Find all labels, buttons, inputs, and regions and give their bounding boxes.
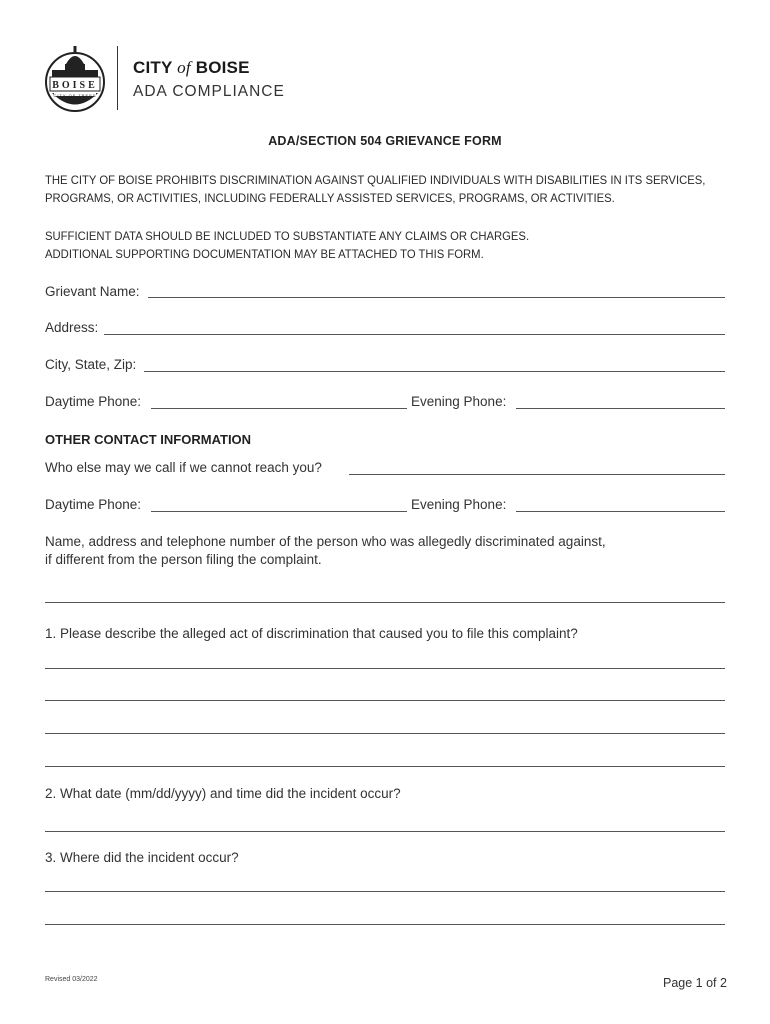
- person-info-line-1: Name, address and telephone number of the person who was allegedly discriminated against,: [45, 534, 606, 549]
- address-label: Address:: [45, 320, 99, 335]
- policy-text-line-1: THE CITY OF BOISE PROHIBITS DISCRIMINATION AGAINST QUALIFIED INDIVIDUALS WITH DISABILITIES IN ITS SERVICES,: [45, 173, 706, 187]
- question-1: 1. Please describe the alleged act of discrimination that caused you to file this complaint?: [45, 626, 578, 641]
- question-2: 2. What date (mm/dd/yyyy) and time did the incident occur?: [45, 786, 401, 801]
- other-daytime-phone-field[interactable]: [151, 511, 407, 512]
- other-evening-phone-label: Evening Phone:: [411, 497, 507, 512]
- question-1-answer-line[interactable]: [45, 668, 725, 669]
- brand-title: [133, 58, 250, 78]
- brand-subtitle: ADA COMPLIANCE: [133, 83, 285, 100]
- policy-text-line-2: PROGRAMS, OR ACTIVITIES, INCLUDING FEDERALLY ASSISTED SERVICES, PROGRAMS, OR ACTIVITIES.: [45, 191, 615, 205]
- who-else-field[interactable]: [349, 474, 725, 475]
- header-divider: [117, 46, 118, 110]
- question-1-answer-line[interactable]: [45, 733, 725, 734]
- person-info-line-2: if different from the person filing the complaint.: [45, 552, 322, 567]
- other-evening-phone-field[interactable]: [516, 511, 725, 512]
- brand-of: of: [177, 58, 191, 77]
- who-else-label: Who else may we call if we cannot reach you?: [45, 460, 322, 475]
- evening-phone-field[interactable]: [516, 408, 725, 409]
- address-field[interactable]: [104, 334, 725, 335]
- question-1-answer-line[interactable]: [45, 700, 725, 701]
- daytime-phone-label: Daytime Phone:: [45, 394, 142, 409]
- revised-date: Revised 03/2022: [45, 976, 98, 983]
- daytime-phone-field[interactable]: [151, 408, 407, 409]
- question-3-answer-line[interactable]: [45, 924, 725, 925]
- page-number: Page 1 of 2: [663, 976, 727, 990]
- city-of-boise-seal-icon: [42, 42, 108, 112]
- other-contact-heading: OTHER CONTACT INFORMATION: [45, 432, 252, 447]
- seal-text: BOISE: [52, 80, 98, 91]
- form-title: ADA/SECTION 504 GRIEVANCE FORM: [268, 134, 502, 148]
- question-3: 3. Where did the incident occur?: [45, 850, 239, 865]
- city-state-zip-field[interactable]: [144, 371, 725, 372]
- grievant-name-label: Grievant Name:: [45, 284, 140, 299]
- data-text-line-1: SUFFICIENT DATA SHOULD BE INCLUDED TO SUBSTANTIATE ANY CLAIMS OR CHARGES.: [45, 229, 530, 243]
- person-info-field[interactable]: [45, 602, 725, 603]
- question-1-answer-line[interactable]: [45, 766, 725, 767]
- other-daytime-phone-label: Daytime Phone:: [45, 497, 142, 512]
- grievant-name-field[interactable]: [148, 297, 725, 298]
- question-2-answer-line[interactable]: [45, 831, 725, 832]
- brand-name: BOISE: [195, 58, 250, 77]
- data-text-line-2: ADDITIONAL SUPPORTING DOCUMENTATION MAY BE ATTACHED TO THIS FORM.: [45, 247, 484, 261]
- question-3-answer-line[interactable]: [45, 891, 725, 892]
- seal-subtext: CITY OF TREES: [53, 93, 97, 98]
- city-state-zip-label: City, State, Zip:: [45, 357, 137, 372]
- brand-city: CITY: [133, 58, 173, 77]
- evening-phone-label: Evening Phone:: [411, 394, 507, 409]
